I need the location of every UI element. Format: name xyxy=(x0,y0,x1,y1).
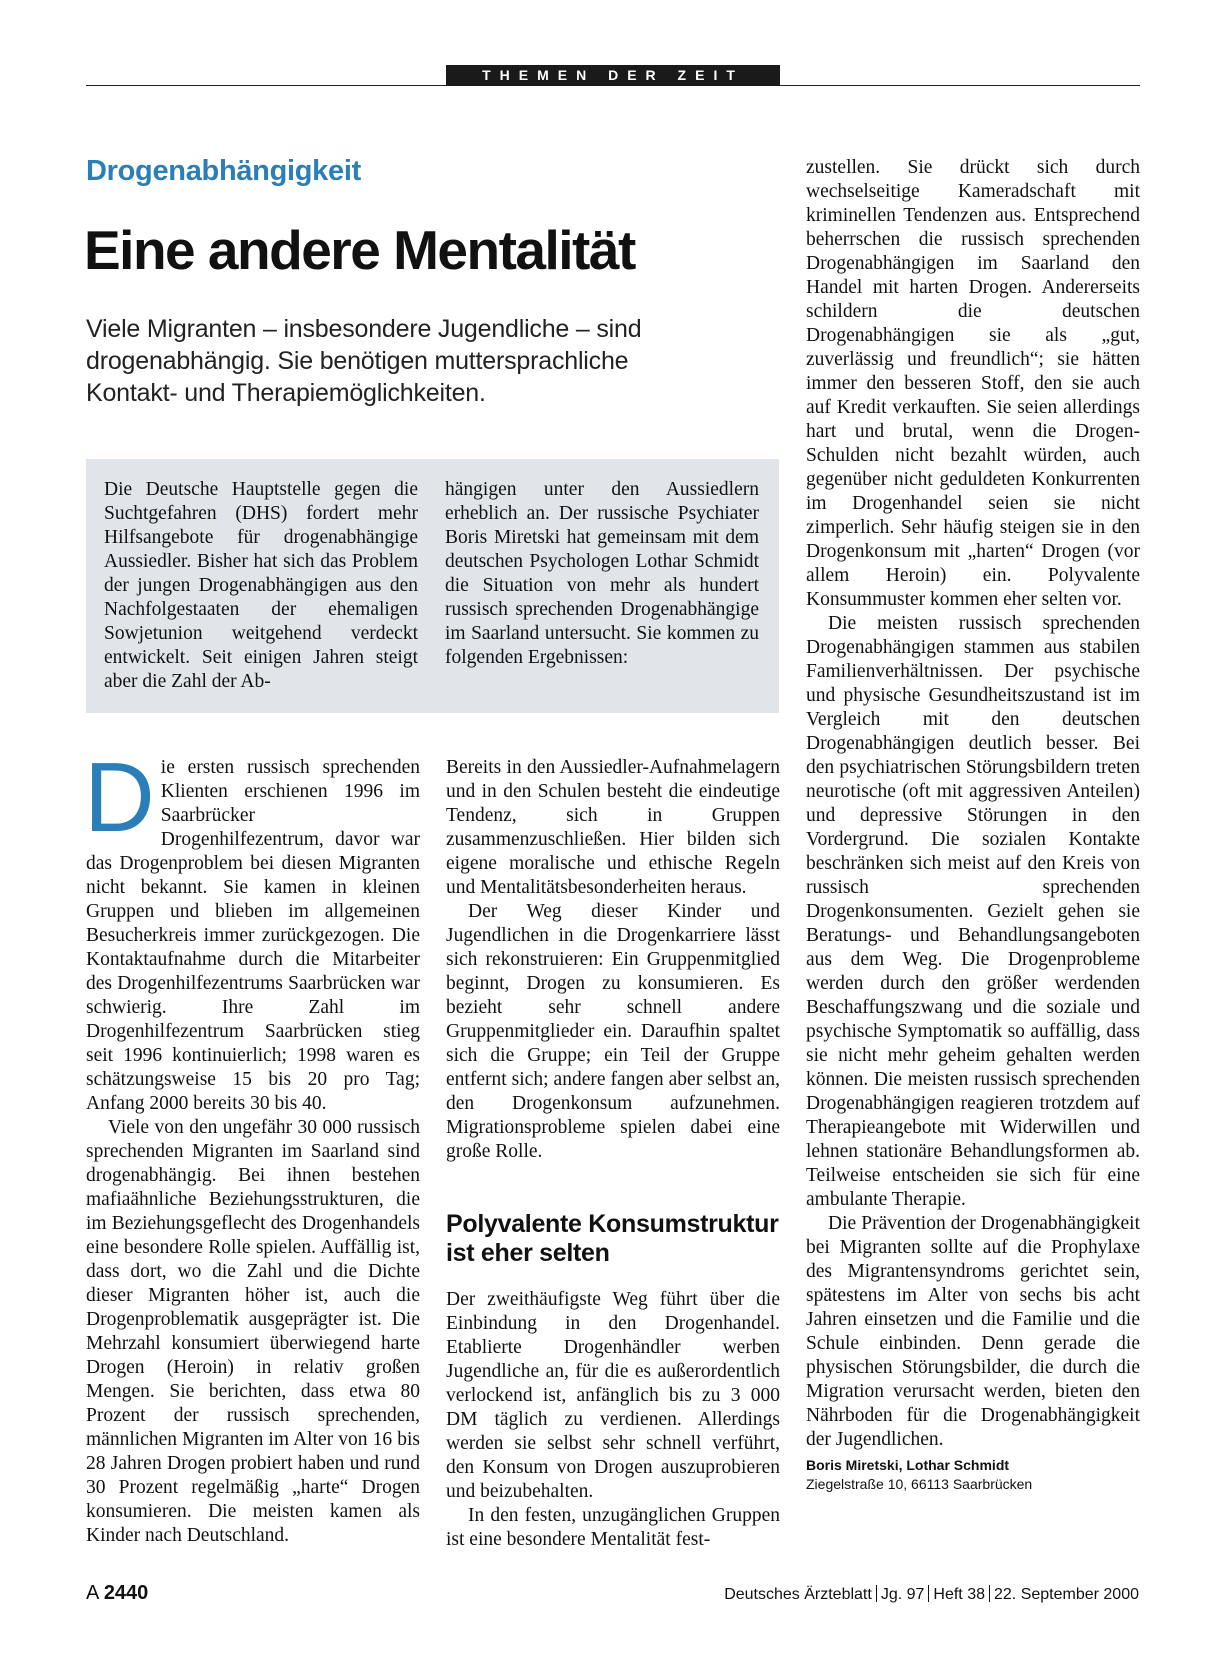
author-name: Boris Miretski, Lothar Schmidt xyxy=(806,1457,1010,1473)
body-paragraph: Viele von den ungefähr 30 000 russisch sprechenden Migranten im Saarland sind drogenabhängig. Bei ihnen bestehen mafiaähnliche Beziehungsstrukturen, die im Beziehungsgeflecht des Drogenhandels eine besondere Rolle spielen. Auffällig ist, dass dort, wo die Zahl und die Dichte dieser Migranten höher ist, auch die Drogenproblematik ausgeprägter ist. Die Mehrzahl konsumiert überwiegend harte Drogen (Heroin) in relativ großen Mengen. Sie berichten, dass etwa 80 Prozent der russisch sprechenden, männlichen Migranten im Alter von 16 bis 28 Jahren Drogen probiert haben und rund 30 Prozent regelmäßig „harte“ Drogen konsumieren. Die meisten kamen als Kinder nach Deutschland. xyxy=(86,1117,420,1546)
section-label: THEMEN DER ZEIT xyxy=(446,65,780,86)
article-kicker: Drogenabhängigkeit xyxy=(86,155,361,187)
page-prefix: A xyxy=(86,1582,99,1604)
journal-name: Deutsches Ärzteblatt xyxy=(724,1586,872,1603)
body-paragraph: Der Weg dieser Kinder und Jugendlichen in die Drogenkarriere lässt sich rekonstruieren: Ein Gruppenmitglied beginnt, Drogen zu konsumieren. Es bezieht sehr schnell andere Gruppenmitglieder ein. Daraufhin spaltet sich die Gruppe; ein Teil der Gruppe entfernt sich; andere fangen aber selbst an, den Drogenkonsum aufzunehmen. Migrationsprobleme spielen dabei eine große Rolle. xyxy=(446,901,780,1162)
page-number xyxy=(86,1582,148,1605)
body-paragraph: Bereits in den Aussiedler-Aufnahmelagern und in den Schulen besteht die eindeutige Tendenz, sich in Gruppen zusammenzuschließen. Hier bilden sich eigene moralische und ethische Regeln und Mentalitätsbesonderheiten heraus. xyxy=(446,757,780,898)
journal-issue: Heft 38 xyxy=(933,1586,985,1603)
body-column-3 xyxy=(806,156,1140,1494)
body-paragraph: Der zweithäufigste Weg führt über die Einbindung in den Drogenhandel. Etablierte Drogenhändler werben Jugendliche an, für die es außerordentlich verlockend ist, anfänglich bis zu 3 000 DM täglich zu verdienen. Allerdings werden sie selbst sehr schnell verführt, den Konsum von Drogen auszuprobieren und beizubehalten. xyxy=(446,1289,780,1502)
drop-cap: D xyxy=(84,742,155,852)
journal-volume: Jg. 97 xyxy=(880,1586,925,1603)
divider xyxy=(876,1585,877,1602)
body-column-1 xyxy=(84,742,420,1548)
body-paragraph: In den festen, unzugänglichen Gruppen ist eine besondere Mentalität fest- xyxy=(446,1505,780,1550)
divider xyxy=(928,1585,929,1602)
body-paragraph: Die ersten russisch sprechenden Klienten erschienen 1996 im Saarbrücker Drogenhilfezentrum, davor war das Drogenproblem bei diesen Migranten nicht bekannt. Sie kamen in kleinen Gruppen und blieben im allgemeinen Besucherkreis immer zurückgezogen. Die Kontaktaufnahme durch die Mitarbeiter des Drogenhilfezentrums Saarbrücken war schwierig. Ihre Zahl im Drogenhilfezentrum Saarbrücken stieg seit 1996 kontinuierlich; 1998 waren es schätzungsweise 15 bis 20 pro Tag; Anfang 2000 bereits 30 bis 40. xyxy=(84,742,420,1114)
footer-source xyxy=(724,1585,1139,1604)
body-paragraph: Die meisten russisch sprechenden Drogenabhängigen stammen aus stabilen Familienverhältnissen. Der psychische und physische Gesundheitszustand ist im Vergleich mit den deutschen Drogenabhängigen deutlich besser. Bei den psychiatrischen Störungsbildern treten neurotische (oft mit aggressiven Anteilen) und depressive Störungen in den Vordergrund. Die sozialen Kontakte beschränken sich meist auf den Kreis von russisch sprechenden Drogenkonsumenten. Gezielt gehen sie Beratungs- und Behandlungsangeboten aus dem Weg. Die Drogenprobleme werden durch den größer werdenden Beschaffungszwang und die soziale und psychische Symptomatik so auffällig, dass sie nicht mehr geheim gehalten werden können. Die meisten russisch sprechenden Drogenabhängigen reagieren trotzdem auf Therapieangebote mit Widerwillen und lehnen stationäre Behandlungsformen ab. Teilweise entscheiden sie sich für eine ambulante Therapie. xyxy=(806,613,1140,1210)
divider xyxy=(989,1585,990,1602)
article-subtitle: Viele Migranten – insbesondere Jugendliche – sind drogenabhängig. Sie benötigen muttersprachliche Kontakt- und Therapiemöglichkeiten. xyxy=(86,315,642,407)
intro-box xyxy=(86,459,779,713)
body-paragraph: Die Prävention der Drogenabhängigkeit bei Migranten sollte auf die Prophylaxe des Migrantensyndroms gerichtet sein, spätestens im Alter von sechs bis acht Jahren einsetzen und die Familie und die Schule einbinden. Denn gerade die physischen Störungsbilder, die durch die Migration verursacht werden, bieten den Nährboden für die Drogenabhängigkeit der Jugendlichen. xyxy=(806,1213,1140,1450)
intro-text-col-1: Die Deutsche Hauptstelle gegen die Suchtgefahren (DHS) fordert mehr Hilfsangebote für drogenabhängige Aussiedler. Bisher hat sich das Problem der jungen Drogenabhängigen aus den Nachfolgestaaten der ehemaligen Sowjetunion weitgehend verdeckt entwickelt. Seit einigen Jahren steigt aber die Zahl der Ab- xyxy=(104,479,418,692)
body-paragraph: zustellen. Sie drückt sich durch wechselseitige Kameradschaft mit kriminellen Tendenzen aus. Entsprechend beherrschen die russisch sprechenden Drogenabhängigen im Saarland den Handel mit harten Drogen. Andererseits schildern die deutschen Drogenabhängigen sie als „gut, zuverlässig und freundlich“; sie hätten immer den besseren Stoff, den sie auch auf Kredit verkauften. Sie seien allerdings hart und brutal, wenn die Drogen-Schulden nicht bezahlt würden, auch gegenüber nicht geduldeten Konkurrenten im Drogenhandel seien sie nicht zimperlich. Sehr häufig steigen sie in den Drogenkonsum mit „harten“ Drogen (vor allem Heroin) ein. Polyvalente Konsummuster kommen eher selten vor. xyxy=(806,157,1140,610)
author-address: Ziegelstraße 10, 66113 Saarbrücken xyxy=(806,1476,1033,1492)
page-number-value: 2440 xyxy=(103,1582,149,1604)
body-column-2 xyxy=(446,756,780,1552)
article-headline: Eine andere Mentalität xyxy=(84,219,635,281)
section-heading: Polyvalente Konsumstruktur ist eher selten xyxy=(446,1210,779,1267)
intro-text-col-2: hängigen unter den Aussiedlern erheblich an. Der russische Psychiater Boris Miretski hat gemeinsam mit dem deutschen Psychologen Lothar Schmidt die Situation von mehr als hundert russisch sprechenden Drogenabhängige im Saarland untersucht. Sie kommen zu folgenden Ergebnissen: xyxy=(445,479,759,668)
journal-date: 22. September 2000 xyxy=(994,1586,1139,1603)
